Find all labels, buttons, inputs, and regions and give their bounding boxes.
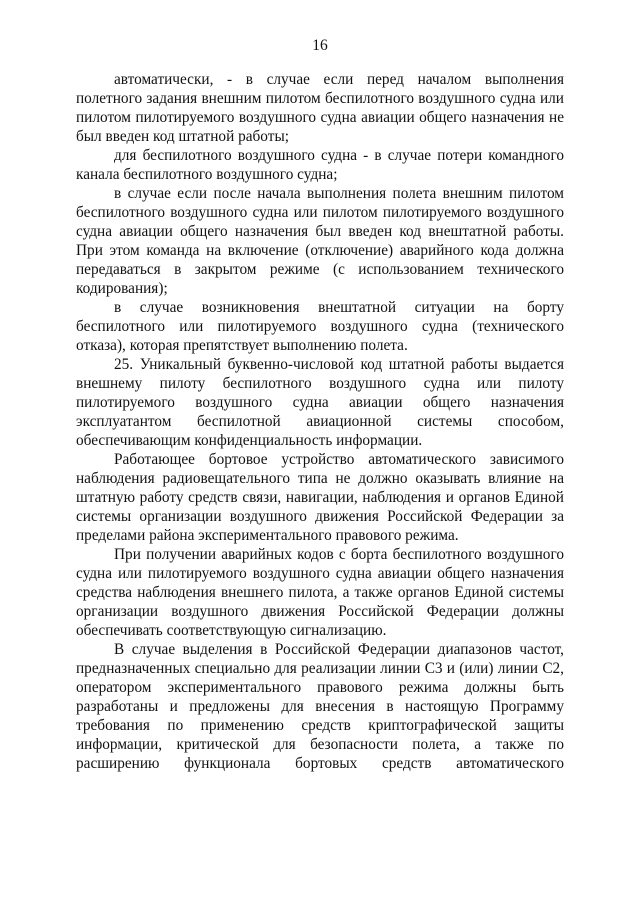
paragraph-ads-b-device: Работающее бортовое устройство автоматического зависимого наблюдения радиовещательного типа не должно оказывать влияние на штатную работу средств связи, навигации, наблюдения и органов Единой системы организации воздушного движения Российской Федерации за пределами района экспериментального правового режима. <box>76 451 564 544</box>
paragraph-frequency-ranges: В случае выделения в Российской Федерации диапазонов частот, предназначенных специально для реализации линии С3 и (или) линии С2, оператором экспериментального правового режима должны быть разработаны и предложены для внесения в настоящую Программу требования по применению средств криптографической защиты информации, критической для безопасности полета, а также по расширению функционала бортовых средств автоматического <box>76 641 564 772</box>
paragraph-section-25: 25. Уникальный буквенно-числовой код штатной работы выдается внешнему пилоту беспилотного воздушного судна или пилоту пилотируемого воздушного судна авиации общего назначения эксплуатантом беспилотной авиационной системы способом, обеспечивающим конфиденциальность информации. <box>76 356 564 449</box>
paragraph-emergency-signalling: При получении аварийных кодов с борта беспилотного воздушного судна или пилотируемого воздушного судна авиации общего назначения средства наблюдения внешнего пилота, а также органов Единой системы организации воздушного движения Российской Федерации должны обеспечивать соответствующую сигнализацию. <box>76 546 564 639</box>
paragraph-command-link-loss: для беспилотного воздушного судна - в случае потери командного канала беспилотного воздушного судна; <box>76 147 564 183</box>
page-number: 16 <box>312 37 328 54</box>
body-text <box>76 70 564 773</box>
paragraph-emergency-code-entered: в случае если после начала выполнения полета внешним пилотом беспилотного воздушного судна или пилотом пилотируемого воздушного судна авиации общего назначения был введен код внештатной работы. При этом команда на включение (отключение) аварийного кода должна передаваться в закрытом режиме (с использованием технического кодирования); <box>76 185 564 297</box>
paragraph-auto-emergency: автоматически, - в случае если перед началом выполнения полетного задания внешним пилотом беспилотного воздушного судна или пилотом пилотируемого воздушного судна авиации общего назначения не был введен код штатной работы; <box>76 71 564 145</box>
paragraph-onboard-emergency: в случае возникновения внештатной ситуации на борту беспилотного или пилотируемого воздушного судна (технического отказа), которая препятствует выполнению полета. <box>76 299 564 354</box>
